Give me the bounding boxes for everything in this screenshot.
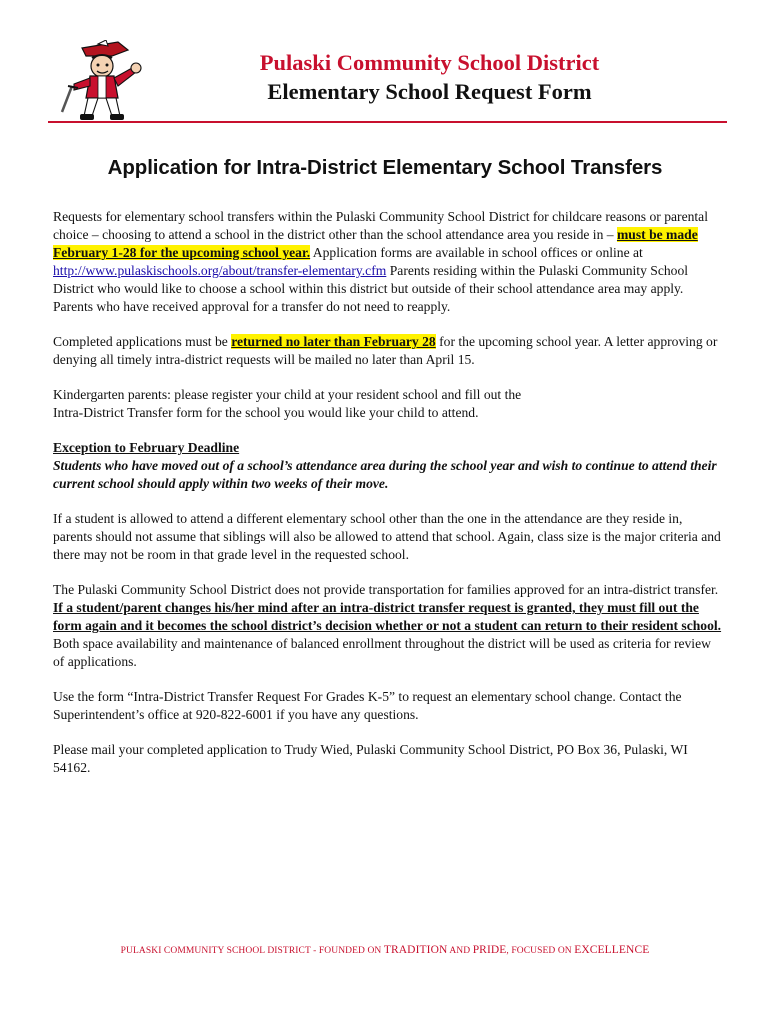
text-span: Completed applications must be xyxy=(53,334,232,349)
footer-word-excellence: EXCELLENCE xyxy=(574,944,650,956)
text-span: The Pulaski Community School District does not provide transportation for families approved for an intra-district transfer. xyxy=(53,582,719,597)
text-span: Intra-District Transfer form for the school you would like your child to attend. xyxy=(53,405,479,420)
text-span: Application forms are available in school offices or online at xyxy=(310,245,643,260)
paragraph-transportation xyxy=(53,581,723,671)
text-span: Both space availability and maintenance of balanced enrollment throughout the district will be used as criteria for review of applications. xyxy=(53,636,711,669)
footer-word-pride: PRIDE xyxy=(472,944,507,956)
text-span: Parents residing within the Pulaski Community School District who would like to choose a school within this district but outside of their school attendance area may apply. Parents who have received approval for a transfer do not need to reapply. xyxy=(53,263,689,314)
footer-tagline xyxy=(0,944,770,956)
deadline-highlight: must be made February 1-28 for the upcoming school year. xyxy=(53,227,698,260)
footer-word-tradition: TRADITION xyxy=(383,944,448,956)
header-divider xyxy=(48,121,727,123)
return-deadline-highlight: returned no later than February 28 xyxy=(231,334,436,349)
paragraph-kindergarten xyxy=(53,386,723,422)
form-title: Elementary School Request Form xyxy=(267,79,592,104)
change-of-mind-notice: If a student/parent changes his/her mind after an intra-district transfer request is granted, they must fill out the form again and it becomes the school district’s decision whether or not a student can return to their resident school. xyxy=(53,600,722,633)
text-span: Kindergarten parents: please register your child at your resident school and fill out the xyxy=(53,387,522,402)
footer-text: , FOCUSED ON xyxy=(506,946,575,956)
paragraph-return-deadline xyxy=(53,333,723,369)
exception-heading: Exception to February Deadline xyxy=(53,440,240,455)
paragraph-form-usage: Use the form “Intra-District Transfer Request For Grades K-5” to request an elementary school change. Contact the Superintendent’s office at 920-822-6001 if you have any questions. xyxy=(53,689,682,722)
text-span: Requests for elementary school transfers within the Pulaski Community School District for childcare reasons or parental choice – choosing to attend a school in the district other than the school attendance area you reside in – xyxy=(53,209,708,242)
text-span: for the upcoming school year. A letter approving or denying all timely intra-district requests will be mailed no later than April 15. xyxy=(53,334,718,367)
paragraph-siblings: If a student is allowed to attend a different elementary school other than the one in the attendance are they reside in, parents should not assume that siblings will also be allowed to attend that school. Again, class size is the major criteria and there may not be room in that grade level in the requested school. xyxy=(53,511,721,562)
paragraph-request-info xyxy=(53,208,723,316)
exception-text: Students who have moved out of a school’s attendance area during the school year and wish to continue to attend their current school should apply within two weeks of their move. xyxy=(53,458,717,491)
transfer-form-link[interactable]: http://www.pulaskischools.org/about/transfer-elementary.cfm xyxy=(53,263,387,278)
page-title: Application for Intra-District Elementary School Transfers xyxy=(107,156,663,179)
paragraph-exception xyxy=(53,439,723,493)
document-body xyxy=(53,208,723,794)
letterhead xyxy=(48,49,726,107)
footer-text: AND xyxy=(447,946,473,956)
district-name: Pulaski Community School District xyxy=(259,50,600,75)
paragraph-mailing: Please mail your completed application to Trudy Wied, Pulaski Community School District, PO Box 36, Pulaski, WI 54162. xyxy=(53,742,688,775)
footer-text: PULASKI COMMUNITY SCHOOL DISTRICT - FOUNDED ON xyxy=(120,946,384,956)
